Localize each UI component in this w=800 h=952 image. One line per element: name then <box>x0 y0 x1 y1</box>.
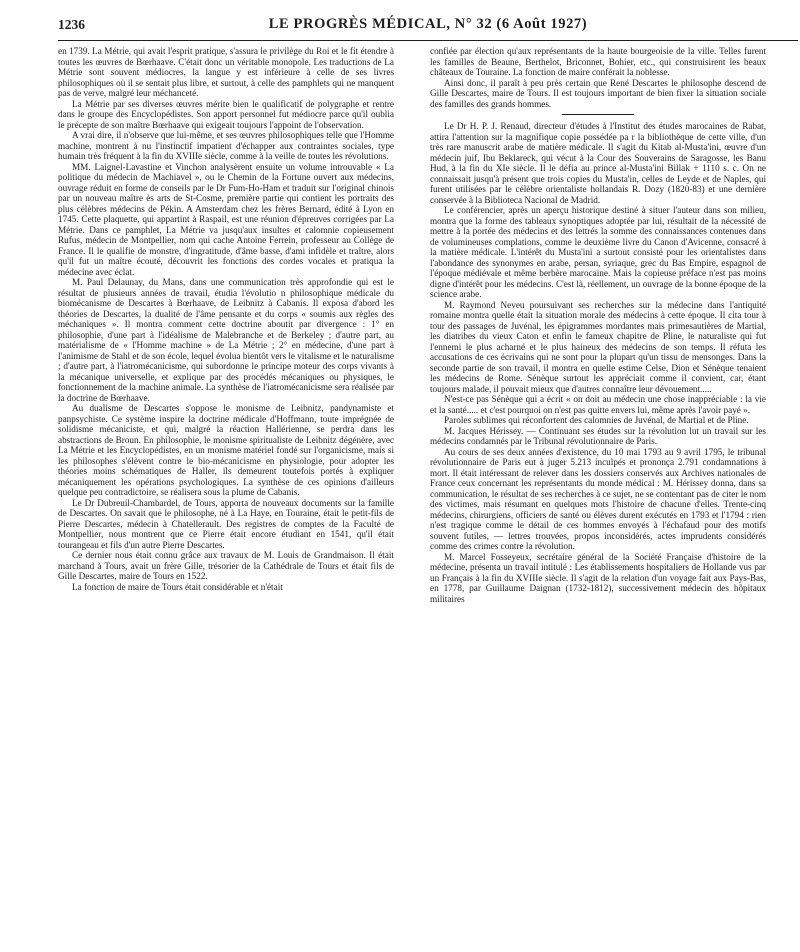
page-number: 1236 <box>58 17 85 32</box>
paragraph: Au dualisme de Descartes s'oppose le monisme de Leibnitz, pandynamiste et panpsychiste. Ce système inspire la doctrine médicale d'Hoffmann, toute imprégnée de solidisme mécaniciste, et qui, malgré la réaction Hallérienne, se perdra dans les abstractions de Broun. En philosophie, le monisme spiritualiste de Leibnitz dégénère, avec La Métrie et les Encyclopédistes, en un monisme matériel fondé sur l'organicisme, mais si les philosophes s'élèvent contre le bio-mécanicisme en physiologie, pour adopter les théories moins schématiques de Haller, ils demeurent toutefois portés à expliquer mécaniquement les opérations psychologiques. La synthèse de ces opinions d'ailleurs quelque peu contradictoire, se réalisera sous la plume de Cabanis. <box>58 403 394 497</box>
right-column <box>430 46 766 604</box>
paragraph: N'est-ce pas Sénèque qui a écrit « on doit au médecin une chose inappréciable : la vie et la santé..... et c'est pourquoi on n'est pas quitte envers lui, même après l'avoir payé ». <box>430 394 766 415</box>
paragraph: Ce dernier nous était connu grâce aux travaux de M. Louis de Grandmaison. Il était marchand à Tours, avait un frère Gille, trésorier de la Cathédrale de Tours et était fils de Gille Descartes, maire de Tours en 1522. <box>58 550 394 581</box>
running-title: LE PROGRÈS MÉDICAL, N° 32 (6 Août 1927) <box>268 16 588 32</box>
paragraph: M. Raymond Neveu poursuivant ses recherches sur la médecine dans l'antiquité romaine montra quelle était la situation morale des médecins à cette époque. Il cita tour à tour des passages de Juvénal, les épigrammes mordantes mais primesautières de Martial, les diatribes du vieux Caton et enfin le fameux chapitre de Pline, le naturaliste qui fut l'ennemi le plus acharné et le plus haineux des médecins de son temps. Il réfuta les accusations de ces écrivains qui ne sont pour la plupart qu'un tissu de mensonges. Dans la seconde partie de son travail, il montra en quelle estime Celse, Dion et Sénèque tenaient les médecins de Rome. Sénèque surtout les appréciait comme il convient, car, étant toujours malade, il pouvait mieux que d'autres connaître leur dévouement..... <box>430 299 766 394</box>
paragraph: Paroles sublimes qui réconfortent des calomnies de Juvénal, de Martial et de Pline. <box>444 415 749 425</box>
left-column <box>58 46 394 592</box>
paragraph: Le Dr Dubreuil-Chambardel, de Tours, apporta de nouveaux documents sur la famille de Descartes. On savait que le philosophe, né à La Haye, en Touraine, était le petit-fils de Pierre Descartes, médecin à Chatellerault. Des registres de comptes de la Faculté de Montpellier, nous montrent que ce Pierre était encore étudiant en 1541, qu'il était tourangeau et fils d'un autre Pierre Descartes. <box>58 497 394 550</box>
paragraph: M. Jacques Hérissey. — Continuant ses études sur la révolution lut un travail sur les médecins condamnés par le Tribunal révolutionnaire de Paris. <box>430 425 766 446</box>
paragraph: La fonction de maire de Tours était considérable et n'était <box>72 581 283 592</box>
paragraph: La Métrie par ses diverses œuvres mérite bien le qualificatif de polygraphe et rentre dans le groupe des Encyclopédistes. Son apport personnel fut médiocre parce qu'il oublia le précepte de son maître Bœrhaave qui exigeait toujours l'appoint de l'observation. <box>58 98 394 130</box>
paragraph: M. Marcel Fosseyeux, secrétaire général de la Société Française d'histoire de la médecine, présenta un travail intitulé : Les établissements hospitaliers de Hollande vus par un Français à la fin du XVIIIe siècle. Il s'agit de la relation d'un voyage fait aux Pays-Bas, en 1778, par Guillaume Daignan (1732-1812), successivement médecin des hôpitaux militaires <box>430 551 766 604</box>
paragraph: en 1739. La Métrie, qui avait l'esprit pratique, s'assura le privilège du Roi et le fit étendre à toutes les œuvres de Bœrhaave. C'était donc un véritable monopole. Les traductions de La Métrie sont souvent médiocres, la langue y est inférieure à celle de ses livres philosophiques où il se sentait plus libre, et surtout, à celle des pamphlets qui ne manquent pas de verve, malgré leur méchanceté. <box>58 46 394 98</box>
paragraph: confiée par élection qu'aux représentants de la haute bourgeoisie de la ville. Telles furent les familles de Beaune, Berthelot, Briconnet, Bohier, etc., qui construisirent les beaux châteaux de Touraine. La fonction de maire conférait la noblesse. <box>430 46 766 77</box>
paragraph: A vrai dire, il n'observe que lui-même, et ses œuvres philosophiques telle que l'Homme machine, montrent à nu l'instinctif impatient d'échapper aux contraintes sociales, type humain très fréquent à la fin du XVIIIe siècle, comme à la veille de toutes les révolutions. <box>58 130 394 161</box>
paragraph: MM. Laignel-Lavastine et Vinchon analysèrent ensuite un volume introuvable « La politique du médecin de Machiavel », ou le Chemin de la Fortune ouvert aux médecins, ouvrage réduit en forme de conseils par le Dr Fum-Ho-Ham et traduit sur l'original chinois par un nouveau maître ès arts de St-Cosme, première partie qui contient les portraits des plus célèbres médecins de Pékin. A Amsterdam chez les frères Bernard, édité à Lyon en 1745. Cette plaquette, qui appartint à Raspail, est une réunion d'épreuves corrigées par La Métrie. Dans ce pamphlet, La Métrie va jusqu'aux insultes et calomnie copieusement Rufus, médecin de Montpellier, nom qui cache Antoine Ferrein, professeur au Collège de France. Il le qualifie de monstre, d'ingratitude, d'âme basse, d'ami infidèle et traître, alors qu'il fut un maître écouté, découvrit les fonctions des cordes vocales et pratiqua la médecine avec éclat. <box>58 161 394 277</box>
running-header <box>58 14 798 41</box>
paragraph: Au cours de ses deux années d'existence, du 10 mai 1793 au 9 avril 1795, le tribunal révolutionnaire de Paris eut à juger 5.213 inculpés et prononça 2.791 condamnations à mort. Il était intéressant de relever dans les dossiers conservés aux Archives nationales de France ceux concernant les représentants du monde médical : M. Hérissey donna, dans sa communication, le résultat de ses recherches à ce sujet, ne se contentant pas de citer le nom des victimes, mais résumant en quelques mots l'histoire de chacune d'elles. Trente-cinq médecins, chirurgiens, officiers de santé ou élèves durent exécutés en 1793 et l'1794 : rien n'est tragique comme le détail de ces hommes envoyés à l'échafaud pour des motifs souvent futiles, — lettres trouvées, propos inconsidérés, actes imprudents considérés comme des crimes contre la révolution. <box>430 446 766 551</box>
paragraph: M. Paul Delaunay, du Mans, dans une communication très approfondie qui est le résultat de plusieurs années de travail, étudia l'évolutio n philosophique médicale du biomécanisme de Descartes à Bœrhaave, de Leibnitz à Cabanis. Il exposa d'abord les théories de Descartes, la dualité de l'âme pensante et du corps « soumis aux règles des méchaniques ». Il montra comment cette doctrine aboutit par divergence : 1° en philosophie, d'une part à l'idéalisme de Malebranche et de Berkeley ; d'autre part, au matérialisme de « l'Homme machine » de La Métrie ; 2° en médecine, d'une part à l'animisme de Stahl et de son école, lequel évolua bientôt vers le vitalisme et le naturalisme ; d'autre part, à l'iatromécanicisme, qui subordonne le principe moteur des corps vivants à la mécanique universelle, et explique par des procédés mécaniques ou physiques, le fonctionnement de la machine animale. La synthèse de l'iatromécanicisme sera réalisée par la doctrine de Bœrhaave. <box>58 277 394 403</box>
paragraph: Le Dr H. P. J. Renaud, directeur d'études à l'Institut des études marocaines de Rabat, attira l'attention sur la magnifique copie possédée pa r la bibliothèque de cette ville, d'un très rare manuscrit arabe de matière médicale. Il s'agit du Kitab al-Musta'ini, œuvre d'un médecin juif, Ibu Beklareck, qui vécut à la Cour des Souverains de Saragosse, les Banu Hud, à la fin du XIe siècle. Il le défia au prince al-Musta'ini Billak + 1110 s. c. On ne connaissait jusqu'à présent que trois copies du Musta'in, celles de Leyde et de Naples, qui furent utilisées par le célèbre orientaliste hollandais R. Dozy (1820-83) et une dernière conservée à la Biblioteca Nacional de Madrid. <box>430 121 766 205</box>
section-divider <box>562 114 634 115</box>
paragraph: Le conférencier, après un aperçu historique destiné à situer l'auteur dans son milieu, montra que la forme des tableaux synoptiques adoptée par lui, résultait de la nécessité de mettre à la portée des médecins et des lettrés la somme des connaissances contenues dans de volumineuses complations, comme le deuxième livre du Canon d'Avicenne, consacré à la matière médicale. L'intérêt du Musta'ini a surtout consisté pour les orientalistes dans l'abondance des synonymes en arabe, persan, syriaque, grec du Bas Empire, espagnol de l'époque médiévale et même berbère marocaine. Mais la copieuse préface n'est pas moins digne d'intérêt pour les médecins. C'est là, réellement, un ouvrage de la bonne époque de la science arabe. <box>430 205 766 299</box>
paragraph: Ainsi donc, il paraît à peu près certain que René Descartes le philosophe descend de Gille Descartes, maire de Tours. Il est toujours important de bien fixer la situation sociale des familles des grands hommes. <box>430 77 766 109</box>
